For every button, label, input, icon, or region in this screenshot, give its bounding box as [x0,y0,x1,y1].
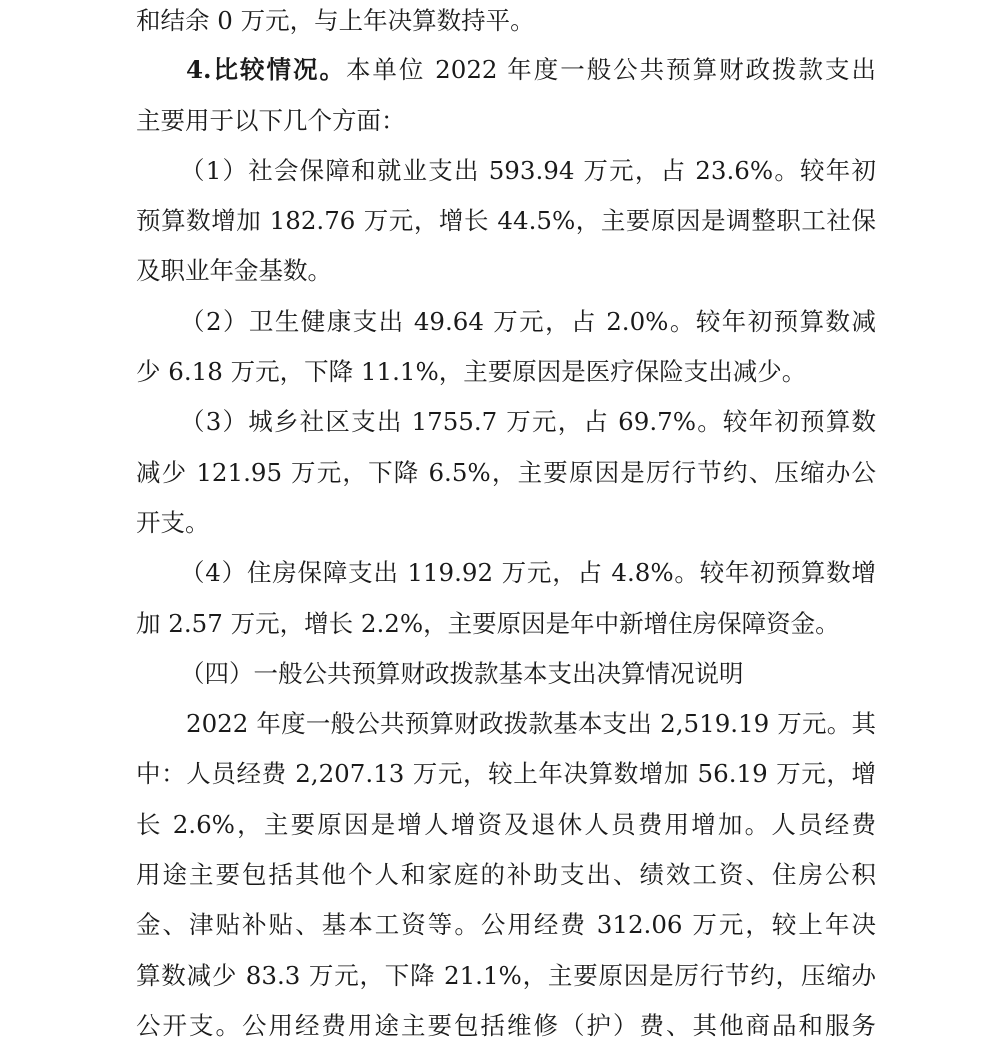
text-line: （3）城乡社区支出 1755.7 万元，占 69.7%。较年初预算数 [180,407,876,436]
text-line: 金、津贴补贴、基本工资等。公用经费 312.06 万元，较上年决 [136,910,876,939]
text-line: 2022 年度一般公共预算财政拨款基本支出 2,519.19 万元。其 [186,709,876,738]
text-line: 和结余 0 万元，与上年决算数持平。 [136,6,535,35]
text-line: 用途主要包括其他个人和家庭的补助支出、绩效工资、住房公积 [136,860,876,889]
text-line: 开支。 [136,508,210,537]
text-line: 少 6.18 万元，下降 11.1%，主要原因是医疗保险支出减少。 [136,357,807,386]
text-line: （1）社会保障和就业支出 593.94 万元，占 23.6%。较年初 [180,156,876,185]
text-line: 及职业年金基数。 [136,256,332,285]
text-line: 减少 121.95 万元，下降 6.5%，主要原因是厉行节约、压缩办公 [136,458,876,487]
text-line: （2）卫生健康支出 49.64 万元，占 2.0%。较年初预算数减 [180,307,876,336]
text-line: 公开支。公用经费用途主要包括维修（护）费、其他商品和服务 [136,1011,876,1040]
text-line: 算数减少 83.3 万元，下降 21.1%，主要原因是厉行节约，压缩办 [136,961,876,990]
section-heading-inline: 4.比较情况。 [186,55,346,84]
text-line: 主要用于以下几个方面： [136,106,406,135]
text-line: （4）住房保障支出 119.92 万元，占 4.8%。较年初预算数增 [180,558,876,587]
text-line: 长 2.6%，主要原因是增人增资及退休人员费用增加。人员经费 [136,810,876,839]
text-line [186,45,876,95]
section-heading: （四）一般公共预算财政拨款基本支出决算情况说明 [180,659,744,688]
text-line: 中：人员经费 2,207.13 万元，较上年决算数增加 56.19 万元，增 [136,759,876,788]
line-text: 本单位 2022 年度一般公共预算财政拨款支出 [345,55,876,84]
text-line: 加 2.57 万元，增长 2.2%，主要原因是年中新增住房保障资金。 [136,609,840,638]
text-line: 预算数增加 182.76 万元，增长 44.5%，主要原因是调整职工社保 [136,206,876,235]
